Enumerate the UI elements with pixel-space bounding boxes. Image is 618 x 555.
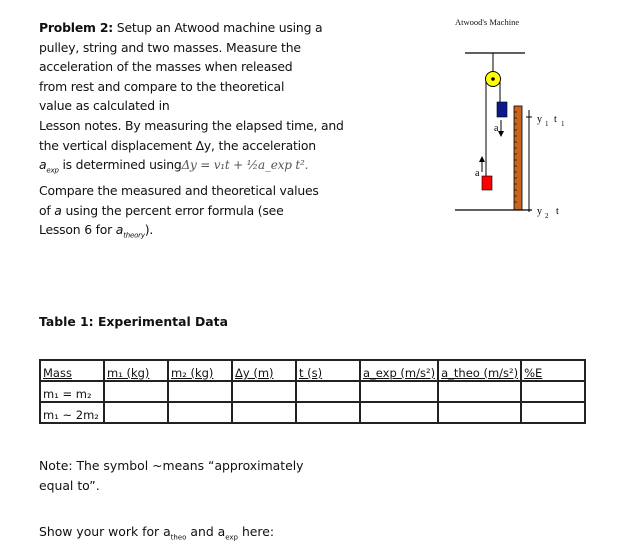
data-table — [39, 359, 586, 424]
cell[interactable] — [296, 381, 360, 402]
cell[interactable] — [168, 381, 232, 402]
formula: Δy = v₁t + ½a_exp t². — [181, 158, 309, 173]
problem-line: acceleration of the masses when released — [39, 59, 293, 75]
aexp-sub: exp — [46, 166, 59, 175]
cell[interactable] — [521, 402, 585, 423]
row-label: m₁ ~ 2m₂ — [40, 402, 104, 423]
problem-line: Compare the measured and theoretical values — [39, 183, 319, 199]
header-cell: m₁ (kg) — [107, 366, 150, 380]
cell[interactable] — [438, 402, 521, 423]
label-t2: t — [556, 206, 559, 217]
label-y1: y — [537, 114, 542, 125]
header-cell: a_exp (m/s²) — [363, 366, 436, 380]
problem-line: Setup an Atwood machine using a — [116, 20, 323, 35]
cell[interactable] — [232, 402, 296, 423]
problem-line: pulley, string and two masses. Measure the — [39, 39, 301, 55]
text: a — [115, 222, 124, 238]
text: Lesson 6 for — [39, 222, 116, 238]
cell[interactable] — [232, 381, 296, 402]
label-t1-sub: 1 — [561, 120, 565, 128]
atwood-diagram — [0, 0, 618, 240]
text: is determined using — [58, 157, 182, 173]
diagram-caption: Atwood's Machine — [455, 17, 520, 27]
cell[interactable] — [360, 402, 438, 423]
header-cell: Δy (m) — [235, 366, 274, 380]
ruler — [514, 106, 522, 210]
cell[interactable] — [438, 381, 521, 402]
text: a — [54, 202, 62, 218]
header-cell: a_theo (m/s²) — [441, 366, 519, 380]
text: exp — [225, 533, 239, 542]
table-caption: Table 1: Experimental Data — [39, 314, 228, 329]
label-y2-sub: 2 — [545, 212, 549, 220]
text: and a — [186, 524, 226, 539]
cell[interactable] — [168, 402, 232, 423]
label-y1-sub: 1 — [545, 120, 549, 128]
label-t1: t — [554, 114, 557, 125]
problem-line: Lesson notes. By measuring the elapsed time, and — [39, 117, 344, 133]
header-cell: m₂ (kg) — [171, 366, 214, 380]
cell[interactable] — [360, 381, 438, 402]
table-header-row — [40, 360, 585, 381]
cell[interactable] — [104, 402, 168, 423]
table-row — [40, 381, 585, 402]
table-row — [40, 402, 585, 423]
note-line-1: Note: The symbol ~means “approximately — [39, 458, 304, 473]
row-label: m₁ = m₂ — [40, 381, 104, 402]
problem-line: from rest and compare to the theoretical — [39, 78, 285, 94]
header-cell: t (s) — [299, 366, 323, 380]
text: here: — [238, 524, 275, 539]
blue-mass — [497, 102, 507, 117]
text: Show your work for a — [39, 524, 171, 539]
header-cell: %E — [524, 366, 543, 380]
problem-line: value as calculated in — [39, 98, 170, 114]
header-cell: Mass — [43, 366, 72, 380]
text: using the percent error formula (see — [61, 202, 284, 218]
problem-line: the vertical displacement Δy, the acceleration — [39, 137, 316, 153]
text: theory — [123, 231, 145, 240]
label-y2: y — [537, 206, 542, 217]
text: ). — [144, 222, 154, 238]
cell[interactable] — [296, 402, 360, 423]
show-work-prompt — [39, 522, 274, 548]
text: of — [39, 202, 55, 218]
red-mass — [482, 176, 492, 190]
aexp-symbol: a — [39, 157, 47, 173]
cell[interactable] — [521, 381, 585, 402]
label-a-down: a — [494, 123, 499, 134]
note-line-2: equal to”. — [39, 478, 100, 493]
label-a-up: a — [475, 168, 480, 179]
text: theo — [170, 533, 187, 542]
cell[interactable] — [104, 381, 168, 402]
problem-title: Problem 2: — [39, 20, 114, 35]
